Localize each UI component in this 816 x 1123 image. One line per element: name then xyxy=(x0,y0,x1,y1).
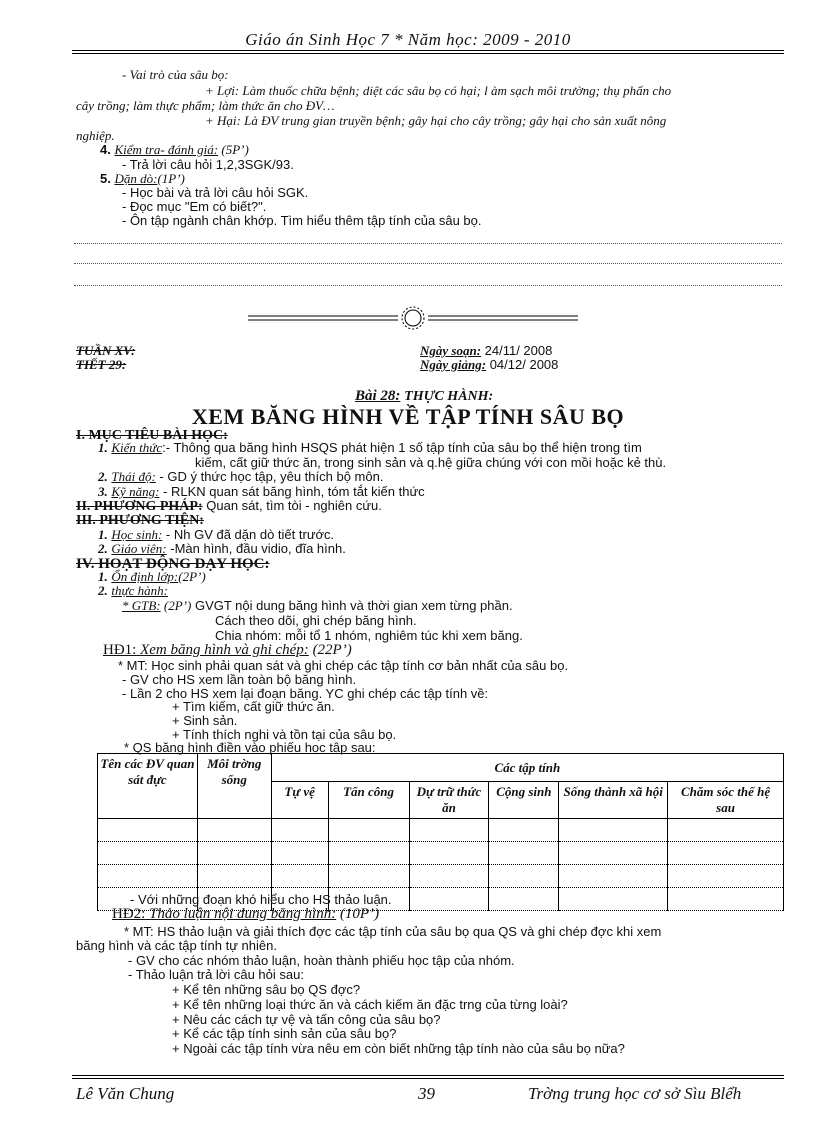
objective-knowledge-cont: kiếm, cất giữ thức ăn, trong sinh sản và q.hệ giữa chúng với con mồi hoặc kẻ thù. xyxy=(195,455,667,470)
notes-line-3 xyxy=(74,285,782,286)
col-social-living: Sống thành xã hội xyxy=(559,782,668,819)
ornament-divider xyxy=(248,303,578,333)
hd1-worksheet-note: * QS băng hình điền vào phiếu học tập sau: xyxy=(124,740,376,755)
class-organization: 1. Ổn định lớp:(2P’) xyxy=(98,569,206,584)
section-objectives-heading: I. MỤC TIÊU BÀI HỌC: xyxy=(76,428,228,443)
benefit-line-1: + Lợi: Làm thuốc chữa bệnh; diệt các sâu bọ có hại; l àm sạch môi trường; thụ phấn cho xyxy=(205,83,672,98)
hd1-bullet-1: + Tìm kiếm, cất giữ thức ăn. xyxy=(172,699,335,714)
section-methods: II. PHƯƠNG PHÁP: Quan sát, tìm tòi - nghiên cứu. xyxy=(76,498,382,514)
hd2-objective-cont: băng hình và các tập tính tự nhiên. xyxy=(76,938,277,953)
hd2-question-3: + Nêu các cách tự vệ và tấn công của sâu bọ? xyxy=(172,1012,441,1027)
worksheet-table xyxy=(97,753,784,911)
hd2-objective: * MT: HS thảo luận và giải thích đợc các tập tính của sâu bọ qua QS và ghi chép đợc khi xem xyxy=(124,924,662,939)
footer-rule-2 xyxy=(72,1078,784,1079)
harm-line-1: + Hại: Là ĐV trung gian truyền bệnh; gây hại cho cây trồng; gây hại cho sản xuất nông xyxy=(205,113,667,128)
section-homework: 5. Dặn dò:(1P’) xyxy=(100,171,185,186)
footer-author: Lê Văn Chung xyxy=(76,1084,175,1103)
hd2-line-2: - Thảo luận trả lời câu hỏi sau: xyxy=(128,967,304,982)
header-rule-2 xyxy=(72,53,784,54)
hd1-line-1: - GV cho HS xem lần toàn bộ băng hình. xyxy=(122,672,357,687)
gtb-line-2: Cách theo dõi, ghi chép băng hình. xyxy=(215,613,417,628)
teach-date: Ngày giảng: 04/12/ 2008 xyxy=(420,357,559,372)
homework-item-3: - Ôn tập ngành chân khớp. Tìm hiểu thêm tập tính của sâu bọ. xyxy=(122,213,482,228)
assessment-item: - Trả lời câu hỏi 1,2,3SGK/93. xyxy=(122,157,294,172)
table-row xyxy=(98,842,784,865)
objective-knowledge: 1. Kiến thức:- Thông qua băng hình HSQS phát hiện 1 số tập tính của sâu bọ thể hiện trong tìm xyxy=(98,440,642,455)
header-rule xyxy=(72,50,784,51)
col-behaviors-header: Các tập tính xyxy=(271,754,783,782)
objective-attitude: 2. Thái độ: - GD ý thức học tập, yêu thích bộ môn. xyxy=(98,469,384,484)
hd1-bullet-3: + Tính thích nghi và tồn tại của sâu bọ. xyxy=(172,727,397,742)
benefit-line-2: cây trồng; làm thực phẩm; làm thức ăn cho ĐV… xyxy=(76,98,335,113)
hd2-question-4: + Kể các tập tính sinh sản của sâu bọ? xyxy=(172,1026,397,1041)
section-activities-heading: IV. HOẠT ĐỘNG DẠY HỌC: xyxy=(76,556,270,572)
role-title: - Vai trò của sâu bọ: xyxy=(122,67,229,82)
hd2-heading: HĐ2: Thảo luận nội dung băng hình: (10P’) xyxy=(112,906,380,922)
materials-teacher: 2. Giáo viên: -Màn hình, đầu vidio, đĩa hình. xyxy=(98,541,346,556)
gtb-line-3: Chia nhóm: mỗi tổ 1 nhóm, nghiêm túc khi xem băng. xyxy=(215,628,523,643)
hd2-line-1: - GV cho các nhóm thảo luận, hoàn thành phiếu học tập của nhóm. xyxy=(128,953,515,968)
homework-item-2: - Đọc mục "Em có biết?". xyxy=(122,199,267,214)
lesson-title: XEM BĂNG HÌNH VỀ TẬP TÍNH SÂU BỌ xyxy=(191,404,625,429)
section-assessment: 4. Kiểm tra- đánh giá: (5P’) xyxy=(100,142,249,157)
footer-page-number: 39 xyxy=(418,1084,435,1103)
col-animal-header: Tên các ĐV quan sát đực xyxy=(98,754,198,819)
hd2-question-2: + Kể tên những loại thức ăn và cách kiếm ăn đặc trng của từng loài? xyxy=(172,997,568,1012)
after-table-note: - Với những đoạn khó hiểu cho HS thảo luận. xyxy=(130,892,392,907)
hd1-heading: HĐ1: Xem băng hình và ghi chép: (22P’) xyxy=(103,642,352,658)
page-header-title: Giáo án Sinh Học 7 * Năm học: 2009 - 2010 xyxy=(245,30,571,49)
col-offspring-care: Chăm sóc thế hệ sau xyxy=(668,782,784,819)
hd2-question-1: + Kể tên những sâu bọ QS đợc? xyxy=(172,982,361,997)
hd2-question-5: + Ngoài các tập tính vừa nêu em còn biết những tập tính nào của sâu bọ nữa? xyxy=(172,1041,625,1056)
col-symbiosis: Cộng sinh xyxy=(489,782,559,819)
footer-rule xyxy=(72,1075,784,1076)
period-label: TIẾT 29: xyxy=(76,357,127,372)
col-food-storage: Dự trữ thức ăn xyxy=(409,782,489,819)
hd1-objective: * MT: Học sinh phải quan sát và ghi chép các tập tính cơ bản nhất của sâu bọ. xyxy=(118,658,569,673)
notes-line-1 xyxy=(74,243,782,244)
materials-student: 1. Học sinh: - Nh GV đã dặn dò tiết trước. xyxy=(98,527,335,542)
table-row xyxy=(98,819,784,842)
table-row xyxy=(98,865,784,888)
section-materials-heading: III. PHƯƠNG TIỆN: xyxy=(76,513,204,528)
gtb-line: * GTB: (2P’) GVGT nội dung băng hình và thời gian xem từng phần. xyxy=(122,598,513,613)
harm-line-2: nghiệp. xyxy=(76,128,115,143)
practice-heading: 2. thực hành: xyxy=(98,583,168,598)
col-attack: Tấn công xyxy=(328,782,409,819)
col-environment-header: Môi trờng sống xyxy=(197,754,271,819)
notes-line-2 xyxy=(74,263,782,264)
objective-skills: 3. Kỹ năng: - RLKN quan sát băng hình, tóm tắt kiến thức xyxy=(98,484,425,499)
hd1-bullet-2: + Sinh sản. xyxy=(172,713,238,728)
prep-date: Ngày soạn: 24/11/ 2008 xyxy=(420,343,553,358)
col-self-defense: Tự vệ xyxy=(271,782,328,819)
lesson-number: Bài 28: THỰC HÀNH: xyxy=(355,388,494,404)
footer-school: Trờng trung học cơ sở Sìu Blểh xyxy=(528,1084,742,1103)
hd1-line-2: - Lần 2 cho HS xem lại đoạn băng. YC ghi chép các tập tính về: xyxy=(122,686,489,701)
week-label: TUẦN XV: xyxy=(76,343,136,358)
homework-item-1: - Học bài và trả lời câu hỏi SGK. xyxy=(122,185,309,200)
